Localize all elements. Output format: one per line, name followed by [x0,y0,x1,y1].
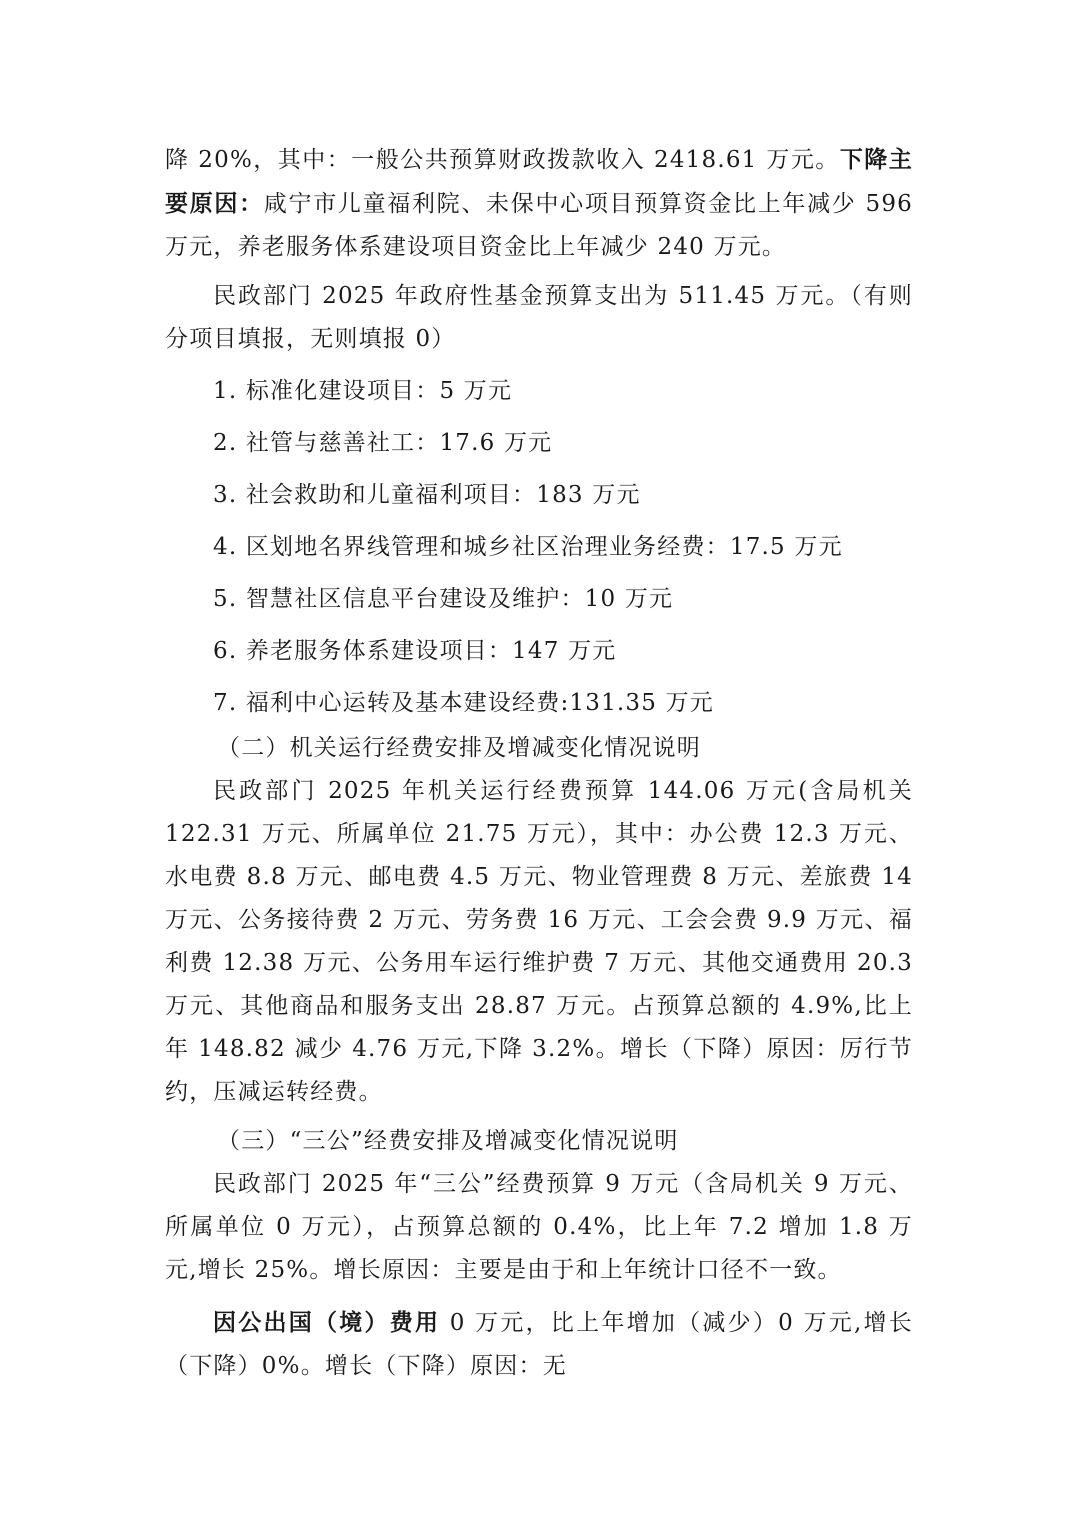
list-item: 1. 标准化建设项目：5 万元 [213,378,513,404]
section-heading-three-public: （三）“三公”经费安排及增减变化情况说明 [217,1128,679,1154]
list-item: 7. 福利中心运转及基本建设经费:131.35 万元 [213,690,714,716]
paragraph-three-public: 民政部门 2025 年“三公”经费预算 9 万元（含局机关 9 万元、所属单位 0 万元），占预算总额的 0.4%，比上年 7.2 增加 1.8 万元,增长 25%。增长原因：主要是由于和上年统计口径不一致。 [165,1171,913,1283]
list-item: 6. 养老服务体系建设项目：147 万元 [213,638,617,664]
list-item: 2. 社管与慈善社工：17.6 万元 [213,430,553,456]
list-item: 3. 社会救助和儿童福利项目：183 万元 [213,482,641,508]
paragraph-text: 0 万元，比上年增加（减少）0 万元,增长（下降）0%。增长（下降）原因：无 [165,1310,913,1379]
list-item: 4. 区划地名界线管理和城乡社区治理业务经费：17.5 万元 [213,534,843,560]
paragraph-operating-costs: 民政部门 2025 年机关运行经费预算 144.06 万元(含局机关 122.31 万元、所属单位 21.75 万元），其中：办公费 12.3 万元、水电费 8.8 万元、邮电费 4.5 万元、物业管理费 8 万元、差旅费 14 万元、公务接待费 2 万元、劳务费 16 万元、工会会费 9.9 万元、福利费 12.38 万元、公务用车运行维护费 7 万元、其他交通费用 20.3 万元、其他商品和服务支出 28.87 万元。占预算总额的 4.9%,比上年 148.82 减少 4.76 万元,下降 3.2%。增长（下降）原因：厉行节约，压减运转经费。 [165,778,913,1105]
bold-reason-label: 下降主要原因： [165,146,913,217]
paragraph-government-fund: 民政部门 2025 年政府性基金预算支出为 511.45 万元。（有则分项目填报，无则填报 0） [165,283,913,352]
bold-overseas-label: 因公出国（境）费用 [213,1309,441,1336]
document-body [165,138,913,1388]
list-item: 5. 智慧社区信息平台建设及维护：10 万元 [213,586,674,612]
paragraph-text: 降 20%，其中：一般公共预算财政拨款收入 2418.61 万元。 [165,147,840,173]
section-heading-operating-costs: （二）机关运行经费安排及增减变化情况说明 [217,735,701,761]
paragraph-overseas-travel [165,1301,913,1388]
paragraph-text: 咸宁市儿童福利院、未保中心项目预算资金比上年减少 596 万元，养老服务体系建设项目资金比上年减少 240 万元。 [165,191,913,260]
paragraph-funding-decrease [165,138,913,269]
